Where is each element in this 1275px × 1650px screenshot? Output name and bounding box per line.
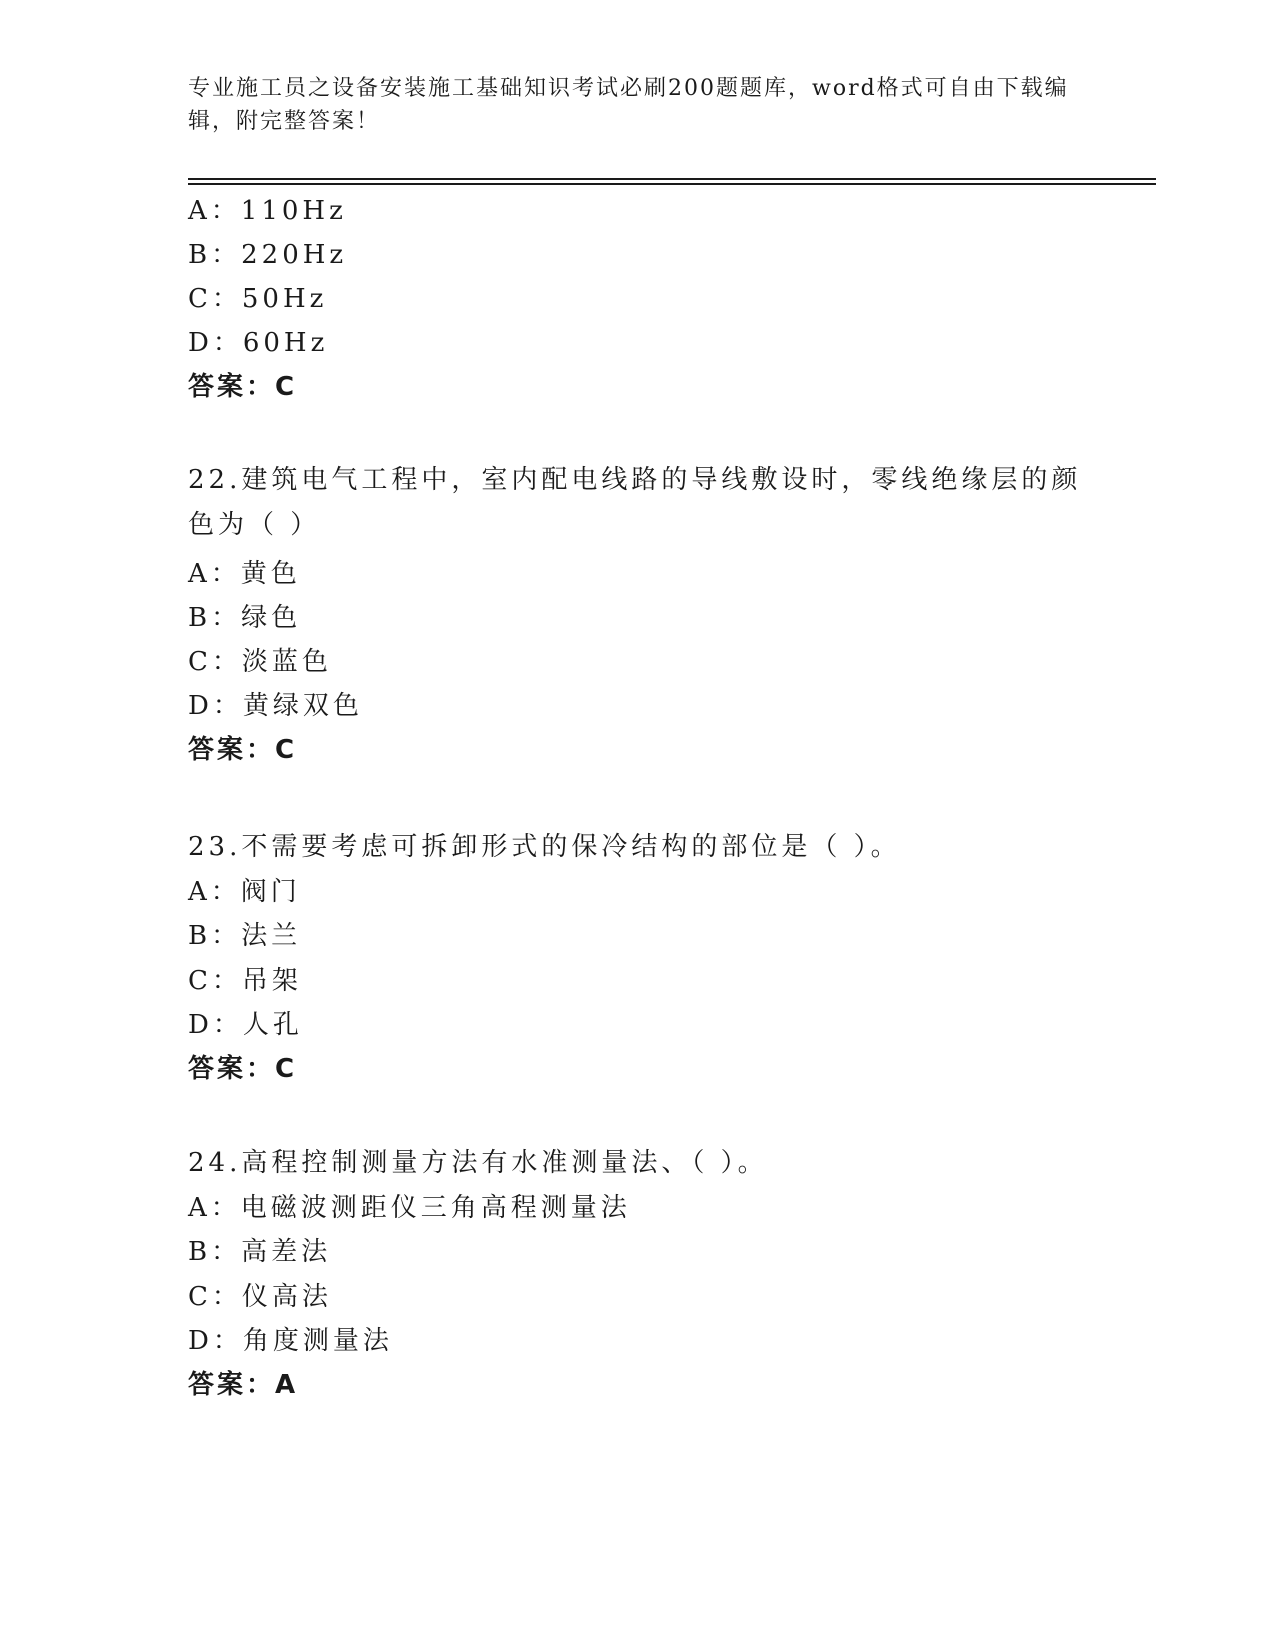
answer-line: 答案：C	[188, 735, 298, 765]
answer-line: 答案：C	[188, 1054, 298, 1084]
option-c: C：50Hz	[188, 284, 328, 314]
answer-line: 答案：C	[188, 372, 298, 402]
header-title: 专业施工员之设备安装施工基础知识考试必刷200题题库，word格式可自由下载编辑，附完整答案！	[188, 76, 1069, 134]
option-a: A：黄色	[188, 559, 301, 589]
option-a: A：阀门	[188, 877, 301, 907]
option-b: B：高差法	[188, 1237, 332, 1267]
header-divider-bottom	[188, 183, 1156, 185]
option-a: A：110Hz	[188, 196, 347, 226]
option-c: C：仪高法	[188, 1282, 332, 1312]
option-c: C：淡蓝色	[188, 647, 332, 677]
header-divider-top	[188, 178, 1156, 180]
option-d: D：人孔	[188, 1010, 303, 1040]
option-c: C：吊架	[188, 966, 302, 996]
option-b: B：绿色	[188, 603, 302, 633]
option-d: D：角度测量法	[188, 1326, 393, 1356]
answer-line: 答案：A	[188, 1370, 299, 1400]
question-text: 24.高程控制测量方法有水准测量法、（ ）。	[188, 1148, 768, 1178]
question-text: 23.不需要考虑可拆卸形式的保冷结构的部位是（ ）。	[188, 832, 901, 862]
option-d: D：黄绿双色	[188, 691, 363, 721]
question-text: 22.建筑电气工程中，室内配电线路的导线敷设时，零线绝缘层的颜色为（ ）	[188, 465, 1082, 540]
option-b: B：法兰	[188, 921, 302, 951]
option-b: B：220Hz	[188, 240, 348, 270]
option-a: A：电磁波测距仪三角高程测量法	[188, 1193, 631, 1223]
option-d: D：60Hz	[188, 328, 329, 358]
document-header	[188, 72, 1088, 138]
